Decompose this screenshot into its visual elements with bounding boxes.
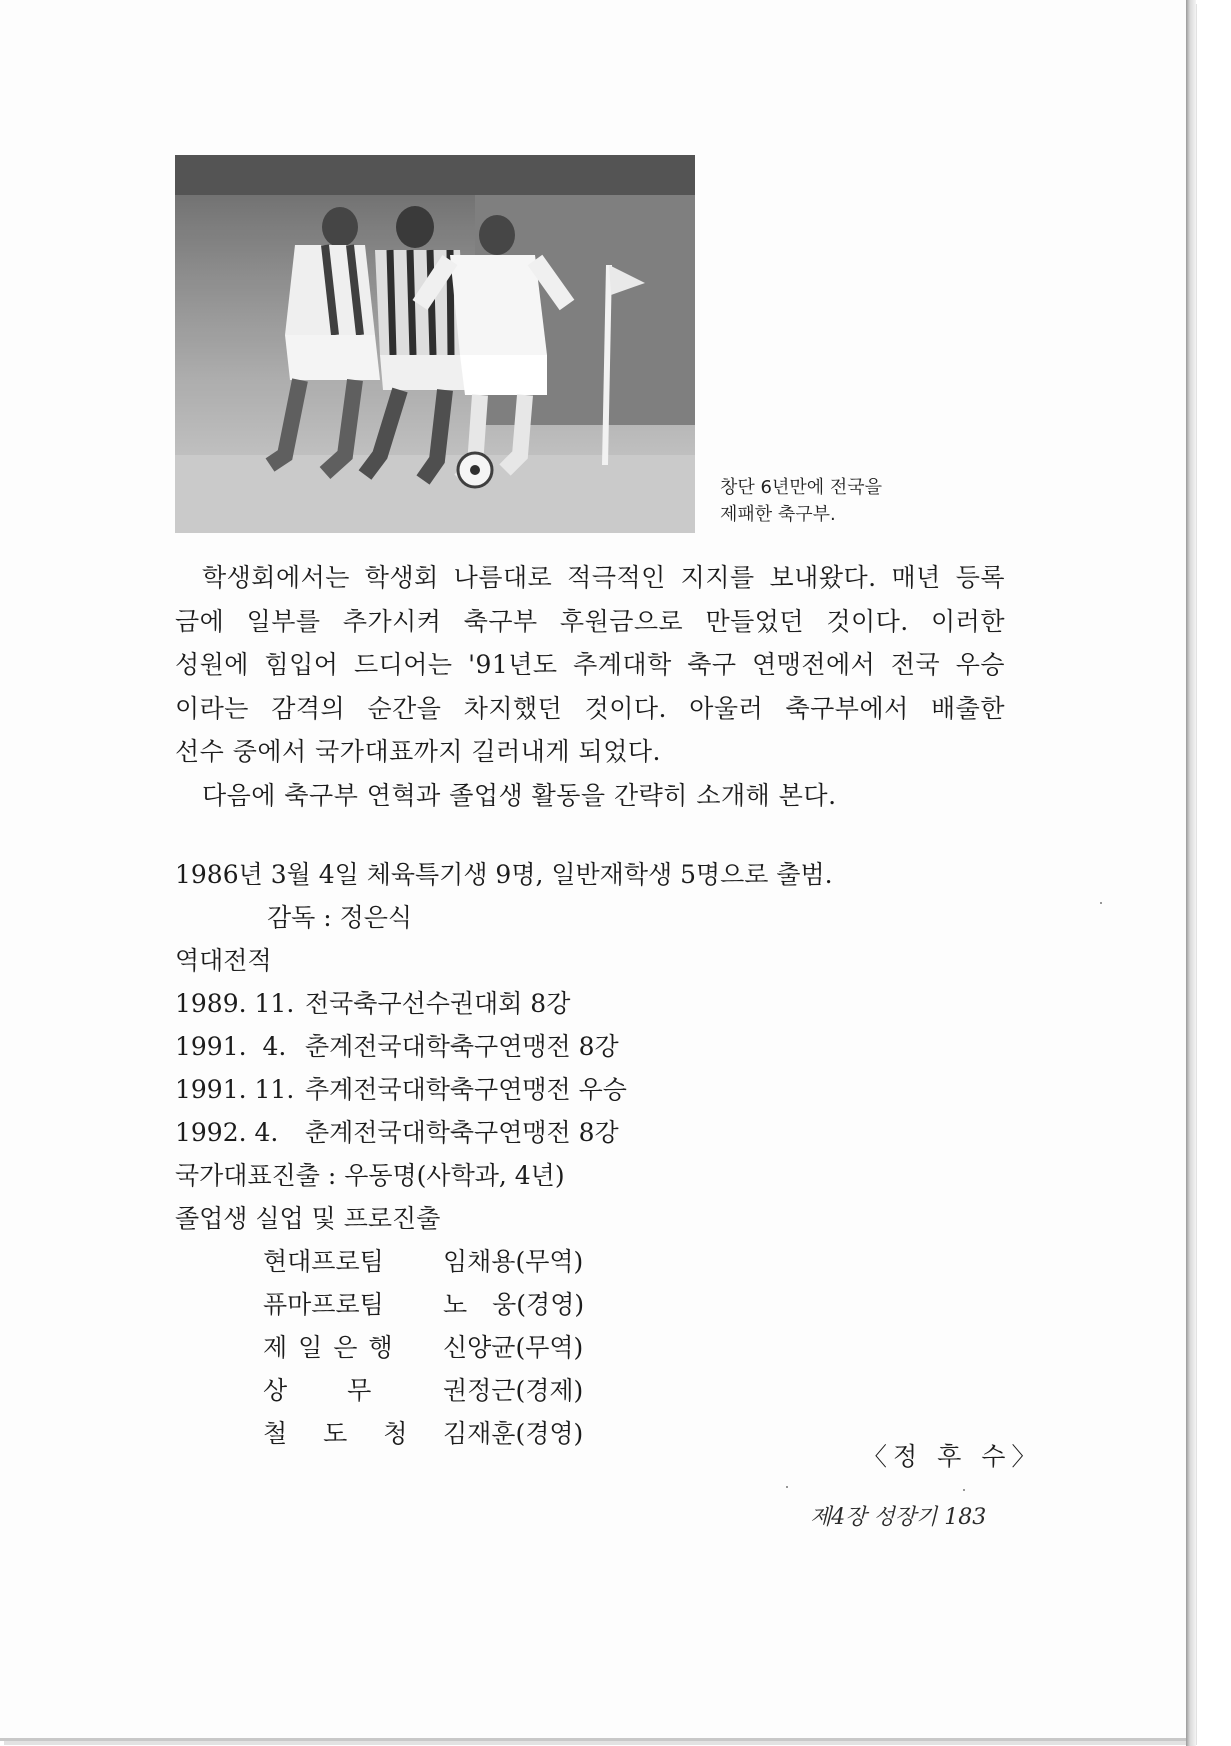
national-team-line: 국가대표진출 : 우동명(사학과, 4년) <box>175 1161 565 1190</box>
paragraph-line: 금에 일부를 추가시켜 축구부 후원금으로 만들었던 것이다. 이러한 <box>175 606 1005 636</box>
records-heading: 역대전적 <box>175 946 272 975</box>
alumni-heading: 졸업생 실업 및 프로진출 <box>175 1204 441 1233</box>
page-footer <box>810 1500 986 1531</box>
alumni-player: 권정근(경제) <box>443 1376 584 1405</box>
alumni-team: 상무 <box>263 1376 432 1405</box>
alumni-row <box>175 1412 833 1455</box>
record-date: 1992. 4. <box>175 1118 279 1147</box>
author-signature: 〈정 후 수〉 <box>862 1442 1043 1471</box>
chapter-title: 제4장 성장기 <box>810 1505 938 1530</box>
paragraph-line: 다음에 축구부 연혁과 졸업생 활동을 간략히 소개해 본다. <box>202 780 837 810</box>
caption-line: 창단 6년만에 전국을 <box>720 477 882 498</box>
paragraph-line: 이라는 감격의 순간을 차지했던 것이다. 아울러 축구부에서 배출한 <box>175 693 1005 723</box>
scan-speck <box>963 1489 965 1491</box>
record-row <box>175 1025 833 1068</box>
record-row <box>175 1068 833 1111</box>
photo-caption <box>720 474 882 528</box>
club-history <box>175 853 833 1455</box>
record-row <box>175 982 833 1025</box>
scan-speck <box>786 1486 788 1488</box>
alumni-player: 임채용(무역) <box>443 1247 584 1276</box>
alumni-row <box>175 1326 833 1369</box>
alumni-team: 현대프로팀 <box>263 1247 384 1276</box>
alumni-team: 제일은행 <box>263 1333 404 1362</box>
paragraph-line: 학생회에서는 학생회 나름대로 적극적인 지지를 보내왔다. 매년 등록 <box>202 563 1005 592</box>
record-event: 춘계전국대학축구연맹전 8강 <box>305 1032 619 1061</box>
record-event: 전국축구선수권대회 8강 <box>305 989 571 1018</box>
record-event: 추계전국대학축구연맹전 우승 <box>305 1075 627 1104</box>
caption-line: 제패한 축구부. <box>720 504 836 525</box>
paragraph-line: 성원에 힘입어 드디어는 '91년도 추계대학 축구 연맹전에서 전국 우승 <box>175 650 1005 679</box>
record-date: 1989. 11. <box>175 989 295 1018</box>
record-event: 춘계전국대학축구연맹전 8강 <box>305 1118 619 1147</box>
scan-speck <box>1100 902 1102 904</box>
scan-edge-shadow <box>1186 0 1196 1746</box>
coach-line: 감독 : 정은식 <box>267 903 413 932</box>
alumni-player: 김재훈(경영) <box>443 1419 584 1448</box>
record-date: 1991. 4. <box>175 1032 287 1061</box>
record-date: 1991. 11. <box>175 1075 295 1104</box>
paragraph-line: 선수 중에서 국가대표까지 길러내게 되었다. <box>175 737 661 766</box>
page-number: 183 <box>944 1505 987 1530</box>
alumni-team: 철도청 <box>263 1419 444 1448</box>
alumni-team: 퓨마프로팀 <box>263 1290 384 1319</box>
alumni-player: 노 웅(경영) <box>443 1290 585 1319</box>
body-paragraph <box>175 556 1005 817</box>
alumni-row <box>175 1369 833 1412</box>
soccer-photo-image <box>175 155 695 533</box>
record-row <box>175 1111 833 1154</box>
soccer-team-photo <box>175 155 695 533</box>
alumni-list <box>175 1240 833 1455</box>
alumni-player: 신양균(무역) <box>443 1333 584 1362</box>
founding-line: 1986년 3월 4일 체육특기생 9명, 일반재학생 5명으로 출범. <box>175 860 833 889</box>
alumni-row <box>175 1283 833 1326</box>
alumni-row <box>175 1240 833 1283</box>
